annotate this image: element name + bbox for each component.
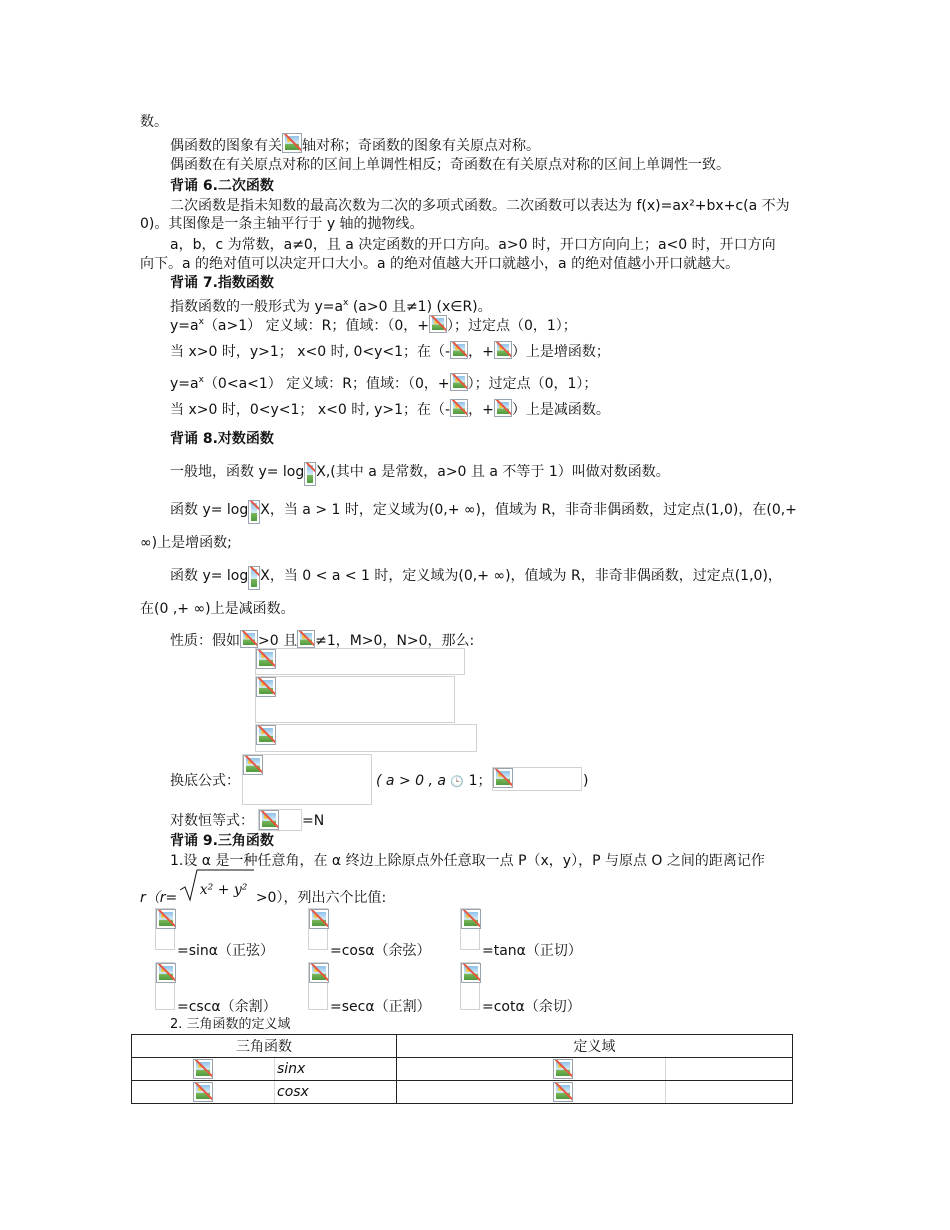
broken-image-icon (461, 963, 481, 983)
formula-image-frame (460, 908, 480, 950)
table-cell (132, 1081, 275, 1104)
table-cell: cosx (275, 1081, 397, 1104)
sqrt-expression: x² + y² (182, 888, 230, 908)
table-header-cell: 三角函数 (132, 1035, 397, 1058)
text-line: 二次函数是指未知数的最高次数为二次的多项式函数。二次函数可以表达为 f(x)=ax²+bx+c(a 不为 (170, 198, 790, 214)
broken-image-icon (494, 341, 512, 359)
section-subheading: 2. 三角函数的定义域 (170, 1017, 291, 1032)
formula-image-frame (308, 908, 328, 950)
table-cell (397, 1081, 666, 1104)
text-line: 当 x>0 时，0<y<1； x<0 时, y>1；在（- ，+ ）上是减函数。 (170, 399, 810, 420)
text-line: 性质：假如 >0 且 ≠1，M>0，N>0，那么: (170, 630, 810, 651)
formula-image-frame (155, 962, 175, 1010)
domain-table (131, 1034, 793, 1104)
text-line: ( a > 0 , a 🕒 1； (376, 773, 492, 789)
formula-image-frame (255, 676, 455, 723)
formula-image-frame (255, 648, 465, 675)
text-line: 对数恒等式： =N (170, 809, 810, 831)
broken-image-icon (494, 399, 512, 417)
broken-image-icon (493, 768, 513, 788)
broken-image-icon (156, 963, 176, 983)
broken-image-icon (553, 1082, 573, 1102)
text-line: 在(0 ,+ ∞)上是减函数。 (140, 601, 295, 617)
text-line: ∞)上是增函数; (140, 535, 232, 551)
broken-image-icon (553, 1059, 573, 1079)
section-heading: 背诵 6.二次函数 (170, 178, 274, 194)
formula-image-frame (460, 962, 480, 1010)
formula-image-frame (258, 809, 302, 831)
broken-image-icon (450, 373, 468, 391)
text-line: 当 x>0 时，y>1； x<0 时, 0<y<1；在（- ，+ ）上是增函数； (170, 341, 810, 362)
broken-image-icon (243, 755, 263, 775)
table-row (132, 1058, 793, 1081)
table-cell: sinx (275, 1058, 397, 1081)
section-heading: 背诵 9.三角函数 (170, 833, 274, 849)
text-line: a，b，c 为常数，a≠0，且 a 决定函数的开口方向。a>0 时，开口方向向上；a<0 时，开口方向 (170, 237, 776, 253)
text-line: 函数 y= log X，当 a > 1 时，定义域为(0,+ ∞)，值域为 R，非奇非偶函数，过定点(1,0)，在(0,+ (170, 500, 810, 524)
text-line: $y=a^x(0<a<1)$ 定义域：R；值域：（0，+ ）；过定点（0，1）； (170, 370, 810, 394)
section-heading: 背诵 7.指数函数 (170, 275, 274, 291)
text-line: 向下。a 的绝对值可以决定开口大小。a 的绝对值越大开口就越小，a 的绝对值越小开口就越大。 (140, 256, 740, 272)
section-heading: 背诵 8.对数函数 (170, 431, 274, 447)
text-line: 一般地，函数 y= log X,(其中 a 是常数，a>0 且 a 不等于 1）叫做对数函数。 (170, 462, 810, 486)
table-row (132, 1081, 793, 1104)
broken-image-icon (248, 500, 260, 524)
broken-image-icon (256, 677, 276, 697)
broken-image-icon (259, 810, 279, 830)
formula-image-frame (492, 767, 582, 791)
table-cell (666, 1058, 793, 1081)
broken-image-icon (193, 1059, 213, 1079)
table-cell (397, 1058, 666, 1081)
broken-image-icon (309, 963, 329, 983)
table-header-cell: 定义域 (397, 1035, 793, 1058)
formula-image-frame (155, 908, 175, 950)
broken-image-icon (156, 909, 176, 929)
text-line: r（r= x² + y² >0），列出六个比值: (140, 888, 812, 908)
formula-image-frame (308, 962, 328, 1010)
text-line: 0)。其图像是一条主轴平行于 y 轴的抛物线。 (140, 216, 424, 232)
broken-image-icon (193, 1082, 213, 1102)
text-line: 1.设 α 是一种任意角，在 α 终边上除原点外任意取一点 P（x，y），P 与原点 O 之间的距离记作 (170, 853, 765, 869)
clock-icon: 🕒 (450, 775, 465, 788)
broken-image-icon (256, 649, 276, 669)
broken-image-icon (450, 399, 468, 417)
text-line: 数。 (140, 114, 168, 130)
broken-image-icon (248, 566, 260, 590)
text-line: $y=a^x(a>1)$ 定义域：R；值域：（0，+ ）；过定点（0，1）； (170, 312, 810, 336)
broken-image-icon (461, 909, 481, 929)
broken-image-icon (450, 341, 468, 359)
broken-image-icon (429, 315, 447, 333)
broken-image-icon (309, 909, 329, 929)
broken-image-icon (282, 133, 302, 153)
broken-image-icon (304, 462, 316, 486)
broken-image-icon (240, 630, 258, 648)
text-line: 偶函数在有关原点对称的区间上单调性相反；奇函数在有关原点对称的区间上单调性一致。 (170, 157, 730, 173)
broken-image-icon (256, 725, 276, 745)
text-line: ) (583, 773, 589, 789)
broken-image-icon (297, 630, 315, 648)
text-line: 函数 y= log X，当 0 < a < 1 时，定义域为(0,+ ∞)，值域为 R，非奇非偶函数，过定点(1,0)， (170, 566, 810, 590)
table-header-row (132, 1035, 793, 1058)
text-line: 指数函数的一般形式为 $y=a^x$ (a>0 且≠1) (x∈R)。 (170, 298, 492, 315)
table-cell (666, 1081, 793, 1104)
text-line: 换底公式： (170, 773, 240, 789)
table-cell (132, 1058, 275, 1081)
text-line: 偶函数的图象有关 轴对称；奇函数的图象有关原点对称。 (170, 133, 810, 156)
formula-image-frame (255, 724, 477, 752)
formula-image-frame (242, 754, 372, 805)
